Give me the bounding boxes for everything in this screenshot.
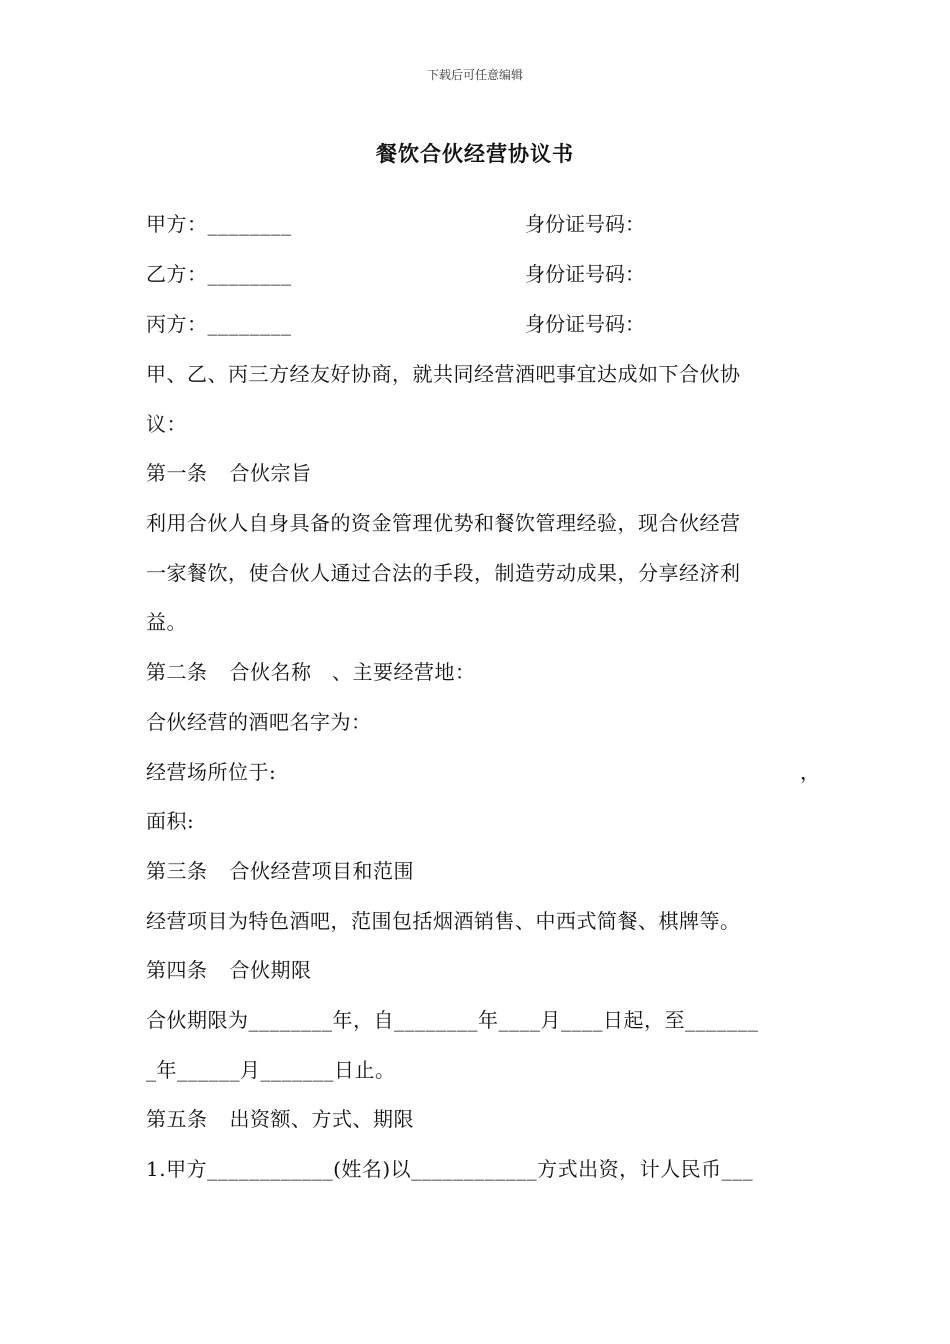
- party-c-id-label: 身份证号码：: [525, 312, 645, 336]
- location-line: 经营场所位于:: [146, 760, 277, 784]
- location-line-end: ，: [800, 760, 820, 784]
- area-line: 面积:: [146, 809, 195, 833]
- intro-line-2: 议：: [146, 412, 187, 436]
- article-4-number: 第四条: [146, 958, 208, 982]
- article-2-title: 合伙名称 、主要经营地：: [229, 660, 476, 684]
- document-title: 餐饮合伙经营协议书: [376, 141, 574, 166]
- article-4-heading: [146, 957, 312, 983]
- article-1-heading: [146, 460, 312, 486]
- party-b-name: 乙方：________: [146, 262, 292, 286]
- article-5-number: 第五条: [146, 1107, 208, 1131]
- party-a-name: 甲方：________: [146, 212, 292, 236]
- article-3-title: 合伙经营项目和范围: [229, 859, 414, 883]
- article-5-title: 出资额、方式、期限: [229, 1107, 414, 1131]
- article-1-title: 合伙宗旨: [229, 461, 312, 485]
- article-4-body-line-2: _年______月_______日止。: [146, 1058, 396, 1082]
- intro-line-1: 甲、乙、丙三方经友好协商，就共同经营酒吧事宜达成如下合伙协: [146, 362, 741, 386]
- party-b-id-label: 身份证号码：: [525, 262, 645, 286]
- article-3-body: 经营项目为特色酒吧，范围包括烟酒销售、中西式简餐、棋牌等。: [146, 909, 741, 933]
- article-5-heading: [146, 1106, 414, 1132]
- article-5-item-1: 1.甲方____________(姓名)以____________方式出资，计人民币___: [146, 1157, 754, 1181]
- article-4-body-line-1: 合伙期限为________年，自________年____月____日起，至_______: [146, 1008, 759, 1032]
- article-4-title: 合伙期限: [229, 958, 312, 982]
- article-1-number: 第一条: [146, 461, 208, 485]
- article-3-number: 第三条: [146, 859, 208, 883]
- article-2-number: 第二条: [146, 660, 208, 684]
- article-1-body-line-3: 益。: [146, 610, 187, 634]
- party-c-name: 丙方：________: [146, 312, 292, 336]
- article-1-body-line-1: 利用合伙人自身具备的资金管理优势和餐饮管理经验，现合伙经营: [146, 511, 741, 535]
- header-note: 下载后可任意编辑: [426, 68, 523, 82]
- article-3-heading: [146, 858, 414, 884]
- article-1-body-line-2: 一家餐饮，使合伙人通过合法的手段，制造劳动成果，分享经济利: [146, 561, 741, 585]
- article-2-heading: [146, 659, 476, 685]
- bar-name-line: 合伙经营的酒吧名字为：: [146, 710, 372, 734]
- party-a-id-label: 身份证号码：: [525, 212, 645, 236]
